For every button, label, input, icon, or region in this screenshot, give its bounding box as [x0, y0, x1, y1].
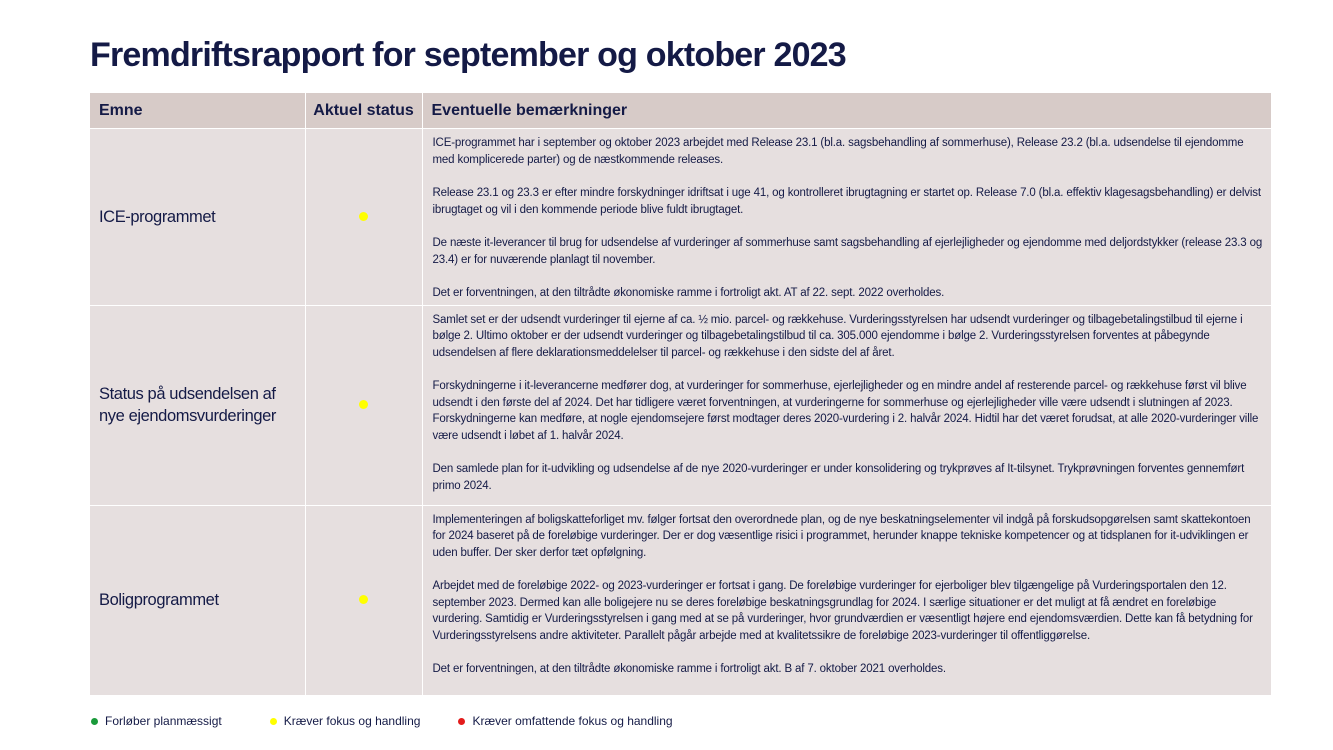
red-dot-icon: [458, 718, 465, 725]
column-header-subject: Emne: [90, 93, 305, 129]
remark-paragraph: Det er forventningen, at den tiltrådte økonomiske ramme i fortroligt akt. B af 7. oktober 2021 overholdes.: [432, 663, 946, 675]
legend-label: Forløber planmæssigt: [105, 714, 222, 728]
status-dot-icon: [359, 212, 368, 221]
remark-paragraph: Forskydningerne i it-leverancerne medfører dog, at vurderinger for sommerhuse, ejerlejligheder og en mindre andel af resterende parcel- og rækkehuse først vil blive udsendt i den første del af 2024. Det har tidligere været forventningen, at vurderingerne for sommerhuse og ejerlejligheder ville være udsendt i slutningen af 2023. Forskydningerne kan medføre, at nogle ejendomsejere først modtager deres 2020-vurdering i 2. halvår 2024. Hidtil har det været forudsat, at alle 2020-vurderinger ville være udsendt i løbet af 1. halvår 2024.: [432, 380, 1259, 442]
legend-label: Kræver omfattende fokus og handling: [472, 714, 673, 728]
status-cell: [305, 305, 422, 505]
row-subject: Status på udsendelsen af nye ejendomsvurderinger: [90, 305, 305, 505]
table-row: [90, 129, 1271, 306]
row-remarks: [422, 129, 1271, 306]
legend-item-needs-focus: [270, 714, 421, 728]
green-dot-icon: [91, 718, 98, 725]
yellow-dot-icon: [270, 718, 277, 725]
row-remarks: [422, 305, 1271, 505]
column-header-remarks: Eventuelle bemærkninger: [422, 93, 1271, 129]
status-cell: [305, 505, 422, 695]
legend-label: Kræver fokus og handling: [283, 714, 421, 728]
remark-paragraph: Arbejdet med de foreløbige 2022- og 2023-vurderinger er fortsat i gang. De foreløbige vurderinger for ejerboliger blev tilgængelige på Vurderingsportalen den 12. september 2023. Dermed kan alle boligejere nu se deres foreløbige beskatningsgrundlag for 2024. I særlige situationer er det muligt at få ændret en foreløbige vurdering. Samtidig er Vurderingsstyrelsen i gang med at se på vurderinger, hvor grundværdien er væsentligt højere end ejendomsværdien. Dette kan få betydning for Vurderingsstyrelsens andre aktiviteter. Parallelt pågår arbejde med at kvalitetssikre de foreløbige 2023-vurderinger til offentliggørelse.: [432, 580, 1253, 642]
row-subject: Boligprogrammet: [90, 505, 305, 695]
row-subject: ICE-programmet: [90, 129, 305, 306]
status-cell: [305, 129, 422, 306]
remark-paragraph: Release 23.1 og 23.3 er efter mindre forskydninger idriftsat i uge 41, og kontrolleret ibrugtagning er startet op. Release 7.0 (bl.a. effektiv klagesagsbehandling) er delvist ibrugtaget og vil i den kommende periode blive fuldt ibrugtaget.: [432, 187, 1261, 216]
remark-paragraph: De næste it-leverancer til brug for udsendelse af vurderinger af sommerhuse samt sagsbehandling af ejerlejligheder og ejendomme med deljordstykker (release 23.3 og 23.4) er for nuværende planlagt til november.: [432, 237, 1263, 266]
row-remarks: [422, 505, 1271, 695]
remark-paragraph: Samlet set er der udsendt vurderinger til ejerne af ca. ½ mio. parcel- og rækkehuse. Vurderingsstyrelsen har udsendt vurderinger og tilbagebetalingstilbud til ejerne i bølge 2. Ultimo oktober er der udsendt vurderinger og tilbagebetalingstilbud til ca. 305.000 ejendomme i bølge 2. Vurderingsstyrelsen forventes at påbegynde udsendelsen af flere deklarationsmeddelelser til parcel- og rækkehuse i den sidste del af året.: [432, 313, 1243, 359]
remark-paragraph: Implementeringen af boligskatteforliget mv. følger fortsat den overordnede plan, og de nye beskatningselementer vil indgå på forskudsopgørelsen samt skattekontoen for 2024 baseret på de foreløbige vurderinger. Der er dog væsentlige risici i programmet, herunder knappe tekniske kompetencer og at tidsplanen for it-udviklingen er uden buffer. Der sker derfor tæt opfølgning.: [432, 513, 1251, 559]
remark-paragraph: ICE-programmet har i september og oktober 2023 arbejdet med Release 23.1 (bl.a. sagsbehandling af sommerhuse), Release 23.2 (bl.a. udsendelse til ejendomme med komplicerede parter) og de næstkommende releases.: [432, 137, 1244, 166]
remark-paragraph: Den samlede plan for it-udvikling og udsendelse af de nye 2020-vurderinger er under konsolidering og trykprøves af It-tilsynet. Trykprøvningen forventes gennemført primo 2024.: [432, 463, 1245, 492]
table-header-row: [90, 93, 1271, 129]
legend-item-needs-extensive-focus: [458, 714, 672, 728]
table-row: [90, 505, 1271, 695]
column-header-status: Aktuel status: [305, 93, 422, 129]
legend-item-on-track: [91, 714, 222, 728]
status-dot-icon: [359, 595, 368, 604]
table-row: [90, 305, 1271, 505]
page-title: Fremdriftsrapport for september og oktober 2023: [90, 36, 846, 74]
remark-paragraph: Det er forventningen, at den tiltrådte økonomiske ramme i fortroligt akt. AT af 22. sept. 2022 overholdes.: [432, 287, 945, 299]
status-legend: [91, 714, 673, 728]
status-table: [90, 93, 1271, 696]
status-dot-icon: [359, 400, 368, 409]
